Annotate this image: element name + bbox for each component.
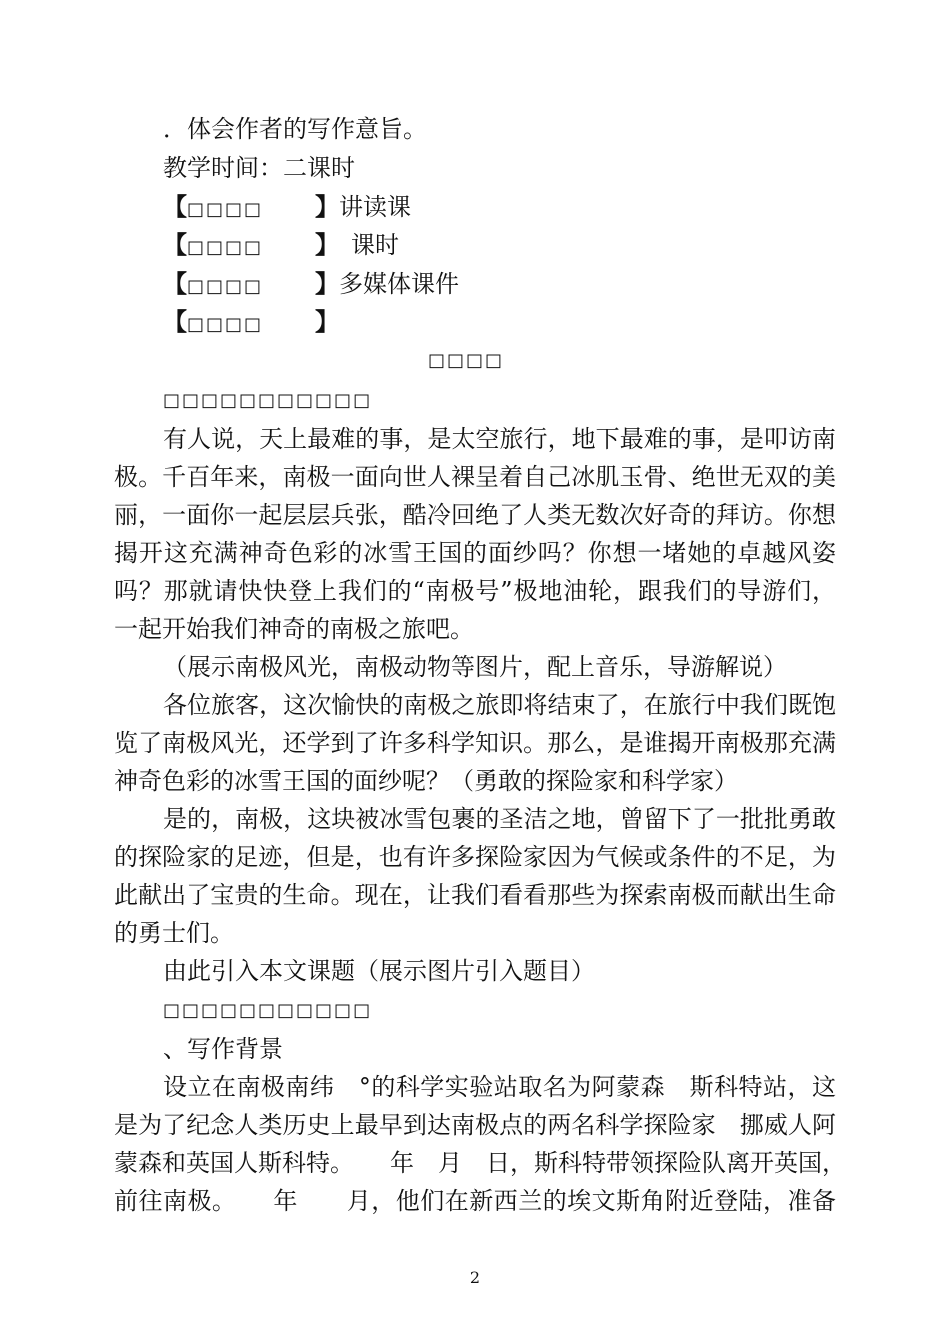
para2-line: 各位旅客，这次愉快的南极之旅即将结束了，在旅行中我们既饱 xyxy=(163,691,836,719)
para5-line: 是为了纪念人类历史上最早到达南极点的两名科学探险家 挪威人阿 xyxy=(114,1111,836,1139)
meta-row-hours: 【□□□□ 】 课时 xyxy=(163,230,400,259)
section-title: □□□□ xyxy=(428,350,505,371)
meta-value: 多媒体课件 xyxy=(339,270,460,298)
meta-label: □□□□ xyxy=(187,314,264,335)
page-number: 2 xyxy=(469,1268,481,1287)
meta-row-type: 【□□□□ 】讲读课 xyxy=(163,192,412,221)
para2-line: 览了南极风光，还学到了许多科学知识。那么，是谁揭开南极那充满 xyxy=(114,729,836,757)
intro-line: 一起开始我们神奇的南极之旅吧。 xyxy=(114,615,474,643)
teaching-time: 教学时间：二课时 xyxy=(163,154,355,182)
para3-line: 是的，南极，这块被冰雪包裹的圣洁之地，曾留下了一批批勇敢 xyxy=(163,805,836,833)
para3-line: 的勇士们。 xyxy=(114,919,234,947)
para5-line: 前往南极。 年 月，他们在新西兰的埃文斯角附近登陆，准备 xyxy=(114,1187,836,1215)
para2-line: 神奇色彩的冰雪王国的面纱呢？（勇敢的探险家和科学家） xyxy=(114,767,738,795)
para3-line: 的探险家的足迹，但是，也有许多探险家因为气候或条件的不足，为 xyxy=(114,843,836,871)
subheading-study: □□□□□□□□□□□ xyxy=(163,1000,373,1021)
para4: 由此引入本文课题（展示图片引入题目） xyxy=(163,957,595,985)
intro-line: 丽，一面你一起层层兵张，酷冷回绝了人类无数次好奇的拜访。你想 xyxy=(114,501,836,529)
meta-label: □□□□ xyxy=(187,276,264,297)
background-heading: 、写作背景 xyxy=(163,1035,283,1063)
intro-line: 吗？那就请快快登上我们的“南极号”极地油轮，跟我们的导游们， xyxy=(114,577,836,605)
display-note: （展示南极风光，南极动物等图片，配上音乐，导游解说） xyxy=(163,653,787,681)
meta-label: □□□□ xyxy=(187,237,264,258)
subheading-intro: □□□□□□□□□□□ xyxy=(163,390,373,411)
intro-line: 有人说，天上最难的事，是太空旅行，地下最难的事，是叩访南 xyxy=(163,425,836,453)
para3-line: 此献出了宝贵的生命。现在，让我们看看那些为探索南极而献出生命 xyxy=(114,881,836,909)
meta-value: 讲读课 xyxy=(339,193,412,221)
meta-label: □□□□ xyxy=(187,199,264,220)
meta-row-media: 【□□□□ 】多媒体课件 xyxy=(163,269,460,298)
intro-line: 极。千百年来，南极一面向世人裸呈着自己冰肌玉骨、绝世无双的美 xyxy=(114,463,836,491)
meta-value: 课时 xyxy=(327,231,400,259)
para5-line: 设立在南极南纬 °的科学实验站取名为阿蒙森 斯科特站，这 xyxy=(163,1073,836,1101)
meta-row-blank: 【□□□□ 】 xyxy=(163,307,340,336)
para5-line: 蒙森和英国人斯科特。 年 月 日，斯科特带领探险队离开英国， xyxy=(114,1149,846,1177)
intro-line: 揭开这充满神奇色彩的冰雪王国的面纱吗？你想一堵她的卓越风姿 xyxy=(114,539,836,567)
objective-3: ．体会作者的写作意旨。 xyxy=(163,115,427,143)
